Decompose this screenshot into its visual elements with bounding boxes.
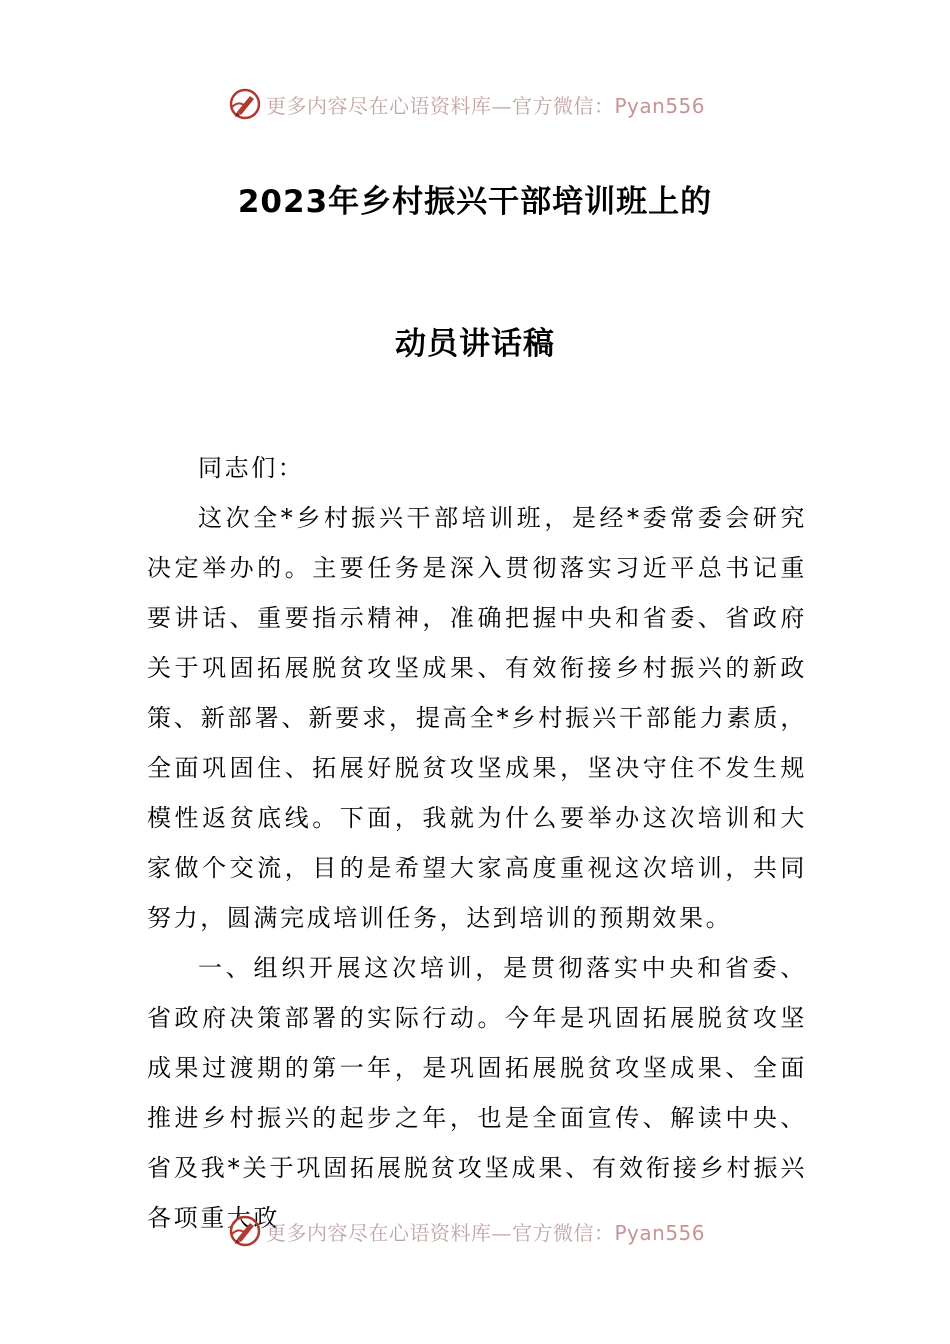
document-title-line-2: 动员讲话稿: [395, 326, 555, 362]
paragraph-2: 一、组织开展这次培训，是贯彻落实中央和省委、省政府决策部署的实际行动。今年是巩固拓展脱贫攻坚成果过渡期的第一年，是巩固拓展脱贫攻坚成果、全面推进乡村振兴的起步之年，也是全面宣传、解读中央、省及我*关于巩固拓展脱贫攻坚成果、有效衔接乡村振兴各项重大政: [147, 954, 807, 1232]
paragraph-1: 这次全*乡村振兴干部培训班，是经*委常委会研究决定举办的。主要任务是深入贯彻落实习近平总书记重要讲话、重要指示精神，准确把握中央和省委、省政府关于巩固拓展脱贫攻坚成果、有效衔接乡村振兴的新政策、新部署、新要求，提高全*乡村振兴干部能力素质，全面巩固住、拓展好脱贫攻坚成果，坚决守住不发生规模性返贫底线。下面，我就为什么要举办这次培训和大家做个交流，目的是希望大家高度重视这次培训，共同努力，圆满完成培训任务，达到培训的预期效果。: [147, 504, 807, 932]
pen-logo-icon: [228, 87, 262, 121]
watermark-text: 更多内容尽在心语资料库—官方微信：Pyan556: [266, 1220, 706, 1245]
greeting: 同志们：: [198, 454, 305, 482]
watermark-text: 更多内容尽在心语资料库—官方微信：Pyan556: [266, 93, 706, 118]
footer-watermark: [228, 1211, 705, 1251]
speech-body: [147, 443, 807, 1243]
pen-logo-icon: [228, 1214, 262, 1248]
document-title-line-1: 2023年乡村振兴干部培训班上的: [237, 184, 713, 220]
header-watermark: [228, 84, 705, 124]
